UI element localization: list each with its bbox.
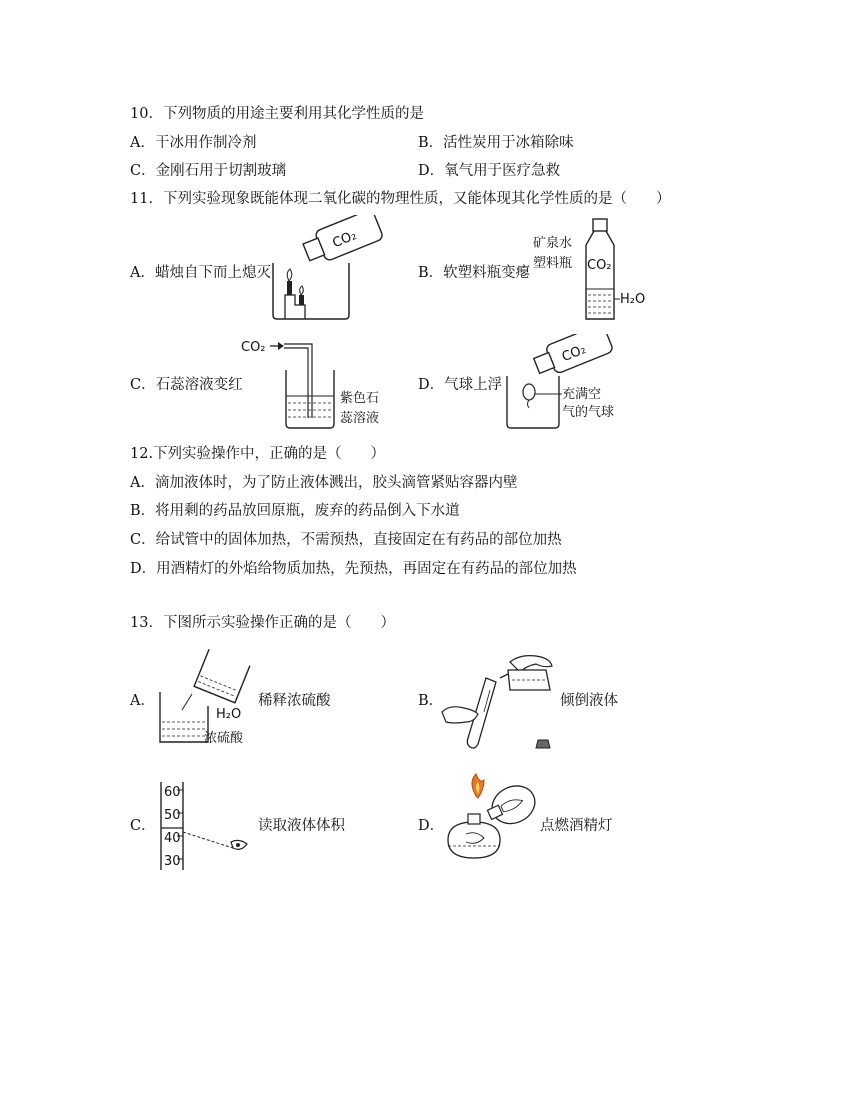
litmus-label-2: 蕊溶液 [340,411,380,426]
q10-stem: 10．下列物质的用途主要利用其化学性质的是 [130,106,424,122]
q13-option-b-letter: B． [418,693,444,709]
q10-option-a: A．干冰用作制冷剂 [130,135,257,151]
q10-option-d: D．氧气用于医疗急救 [418,163,561,179]
acid-water-label: H₂O [216,707,242,722]
tick-50: 50 [164,808,181,823]
q13-option-c-text: 读取液体体积 [258,818,345,834]
tick-40: 40 [164,831,181,846]
co2-label: CO₂ [330,228,359,252]
read-volume-figure [155,778,255,873]
bottle-label-1: 矿泉水 [533,236,573,251]
bottle-water-label: H₂O [620,292,646,307]
balloon-label-2: 气的气球 [562,405,615,420]
bottle-label-2: 塑料瓶 [533,256,573,271]
balloon-label-1: 充满空 [562,387,602,402]
bottle-co2-label: CO₂ [587,258,612,273]
q12-option-d: D．用酒精灯的外焰给物质加热，先预热，再固定在有药品的部位加热 [130,561,577,577]
acid-label: 浓硫酸 [204,731,244,746]
q11-stem: 11．下列实验现象既能体现二氧化碳的物理性质，又能体现其化学性质的是（ ） [130,191,671,207]
plastic-bottle-figure [528,215,658,325]
dilute-acid-figure [152,648,257,748]
q10-option-c: C．金刚石用于切割玻璃 [130,163,287,179]
q11-option-d: D．气球上浮 [418,377,503,393]
litmus-co2-label: CO₂ [241,340,266,355]
q12-stem: 12.下列实验操作中，正确的是（ ） [130,446,386,462]
q13-option-b-text: 倾倒液体 [560,693,618,709]
q13-option-c-letter: C． [130,818,156,834]
q12-option-c: C．给试管中的固体加热，不需预热，直接固定在有药品的部位加热 [130,532,562,548]
q12-option-b: B．将用剩的药品放回原瓶，废弃的药品倒入下水道 [130,503,460,519]
q13-option-d-text: 点燃酒精灯 [540,818,613,834]
candle-beaker-figure [265,215,390,325]
tick-30: 30 [164,854,181,869]
pour-liquid-figure [440,652,560,752]
q13-stem: 13．下图所示实验操作正确的是（ ） [130,615,395,631]
q11-option-a: A．蜡烛自下而上熄灭 [130,265,271,281]
q13-option-a-text: 稀释浓硫酸 [258,693,331,709]
q11-option-b: B．软塑料瓶变瘪 [418,265,531,281]
litmus-figure [238,334,388,434]
q10-option-b: B．活性炭用于冰箱除味 [418,135,574,151]
q13-option-a-letter: A． [130,693,155,709]
balloon-co2-label: CO₂ [559,341,589,366]
q13-option-d-letter: D． [418,818,445,834]
q12-option-a: A．滴加液体时，为了防止液体溅出，胶头滴管紧贴容器内壁 [130,475,518,491]
litmus-label-1: 紫色石 [340,391,380,406]
q11-option-c: C．石蕊溶液变红 [130,377,243,393]
light-lamp-figure [440,772,545,872]
balloon-figure [502,334,622,434]
tick-60: 60 [164,785,181,800]
